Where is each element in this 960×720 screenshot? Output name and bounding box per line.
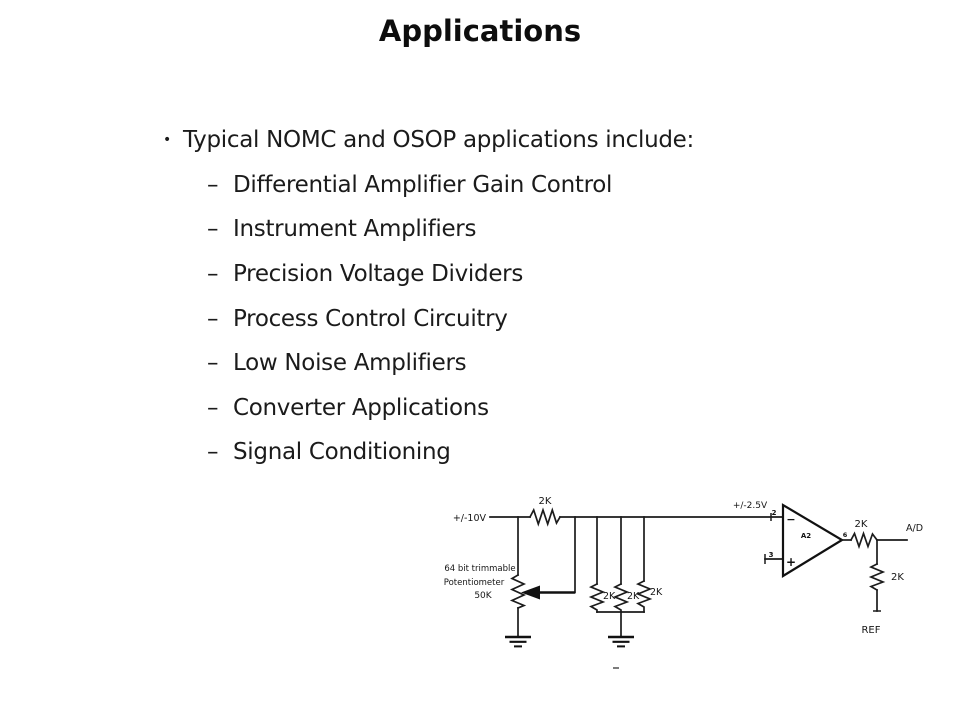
list-item [163, 341, 803, 386]
resistor-rp2-label: 2K [627, 591, 640, 602]
resistor-rref-label: 2K [891, 572, 904, 583]
dash-icon: – [207, 305, 219, 332]
dash-icon: – [207, 216, 219, 243]
list-item [163, 386, 803, 431]
resistor-r1 [530, 496, 560, 524]
resistor-rp1-label: 2K [603, 591, 616, 602]
ground-symbol-left [505, 637, 531, 646]
list-item [163, 296, 803, 341]
pin3-label: 3 [768, 551, 774, 559]
list-item [163, 252, 803, 297]
bullet-item-text: Differential Amplifier Gain Control [233, 171, 613, 198]
dash-icon: – [207, 171, 219, 198]
opamp-plus-icon: + [785, 555, 797, 569]
bullet-item-text: Low Noise Amplifiers [233, 350, 467, 377]
opamp-name-label: A2 [800, 532, 812, 540]
pin2-label: 2 [771, 509, 777, 517]
bullet-list [163, 118, 803, 475]
resistor-rout-label: 2K [854, 519, 868, 530]
parallel-resistors [591, 517, 663, 637]
input-rail [453, 513, 783, 524]
bullet-item-text: Signal Conditioning [233, 439, 451, 466]
pot-value-label: 50K [474, 591, 492, 601]
bullet-item-text: Precision Voltage Dividers [233, 261, 524, 288]
circuit-diagram [440, 483, 940, 678]
resistor-r1-label: 2K [538, 496, 552, 507]
dash-icon: – [207, 439, 219, 466]
output-ad-label: A/D [906, 523, 924, 534]
dash-icon: – [207, 261, 219, 288]
input-voltage-label: +/-10V [452, 513, 486, 524]
bullet-intro-text: Typical NOMC and OSOP applications include: [183, 127, 694, 154]
opamp-minus-icon: − [786, 513, 796, 526]
opamp-a2 [733, 501, 848, 576]
bullet-item-text: Converter Applications [233, 394, 489, 421]
resistor-rp3-label: 2K [650, 587, 663, 598]
bullet-item-text: Process Control Circuitry [233, 305, 508, 332]
list-item [163, 118, 803, 163]
bullet-icon: • [163, 132, 171, 149]
dash-icon: – [207, 350, 219, 377]
output-network [842, 519, 923, 636]
ref-label: REF [861, 625, 881, 636]
list-item [163, 430, 803, 475]
dash-icon: – [207, 394, 219, 421]
wiper-arrow [521, 517, 575, 600]
arrowhead-icon [521, 586, 540, 600]
pot-label-line1: 64 bit trimmable [444, 564, 516, 574]
list-item [163, 207, 803, 252]
potentiometer [444, 517, 524, 637]
list-item [163, 163, 803, 208]
pot-label-line2: Potentiometer [443, 578, 505, 588]
bullet-item-text: Instrument Amplifiers [233, 216, 477, 243]
opamp-input-voltage-label: +/-2.5V [732, 501, 768, 511]
ground-symbol-right [608, 637, 634, 646]
page-title: Applications [378, 14, 582, 48]
pin6-label: 6 [842, 531, 848, 539]
